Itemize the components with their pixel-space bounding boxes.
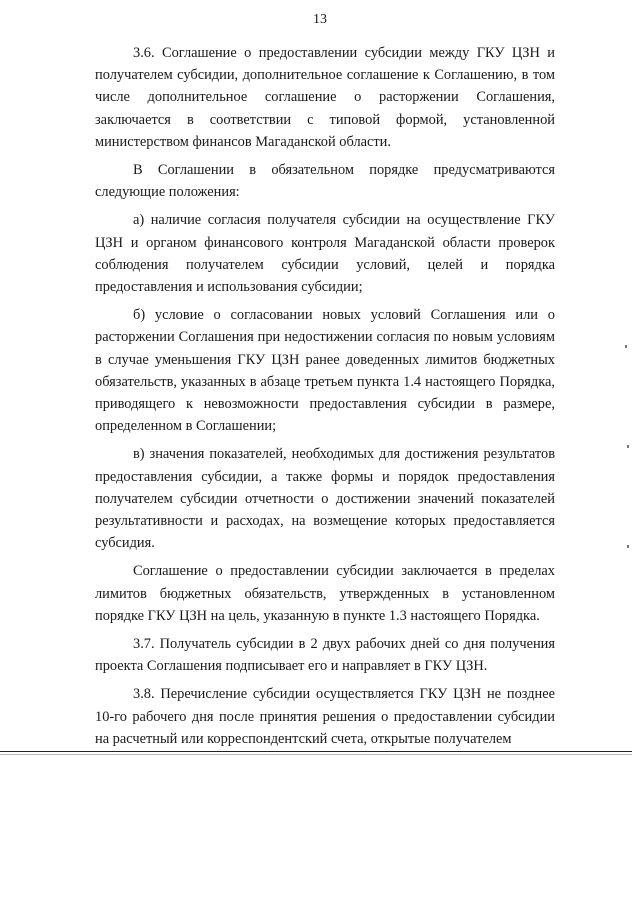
scan-speck [627, 545, 629, 548]
paragraph-agreement-limits: Соглашение о предоставлении субсидии заключается в пределах лимитов бюджетных обязательств, утвержденных в установленном порядке ГКУ ЦЗН на цель, указанную в пункте 1.3 настоящего Порядка. [95, 563, 555, 624]
scan-page-edge-shadow [0, 754, 632, 755]
paragraph-item-b: б) условие о согласовании новых условий Соглашения или о расторжении Соглашения при недостижении согласия по новым условиям в случае уменьшения ГКУ ЦЗН ранее доведенных лимитов бюджетных обязательств, указанных в абзаце третьем пункта 1.4 настоящего Порядка, приводящего к невозможности предоставления субсидии в размере, определенном в Соглашении; [95, 307, 555, 435]
page-number: 13 [313, 12, 327, 27]
scan-speck [627, 445, 629, 448]
scan-page-edge-line [0, 751, 632, 752]
paragraph-3-7: 3.7. Получатель субсидии в 2 двух рабочих дней со дня получения проекта Соглашения подписывает его и направляет в ГКУ ЦЗН. [95, 636, 555, 675]
scan-speck [625, 345, 627, 348]
paragraph-3-8: 3.8. Перечисление субсидии осуществляется ГКУ ЦЗН не позднее 10-го рабочего дня после принятия решения о предоставлении субсидии на расчетный или корреспондентский счета, открытые получателем [95, 686, 555, 747]
paragraph-item-a: а) наличие согласия получателя субсидии на осуществление ГКУ ЦЗН и органом финансового контроля Магаданской области проверок соблюдения получателем субсидии условий, целей и порядка предоставления и использования субсидии; [95, 212, 555, 296]
paragraph-item-v: в) значения показателей, необходимых для достижения результатов предоставления субсидии, а также формы и порядок предоставления получателем субсидии отчетности о достижении значений показателей результативности и расходах, на возмещение которых предоставляется субсидия. [95, 446, 555, 552]
document-body [95, 42, 555, 750]
paragraph-agreement-provisions: В Соглашении в обязательном порядке предусматриваются следующие положения: [95, 162, 555, 201]
paragraph-3-6: 3.6. Соглашение о предоставлении субсидии между ГКУ ЦЗН и получателем субсидии, дополнительное соглашение к Соглашению, в том числе дополнительное соглашение о расторжении Соглашения, заключается в соответствии с типовой формой, установленной министерством финансов Магаданской области. [95, 45, 555, 150]
